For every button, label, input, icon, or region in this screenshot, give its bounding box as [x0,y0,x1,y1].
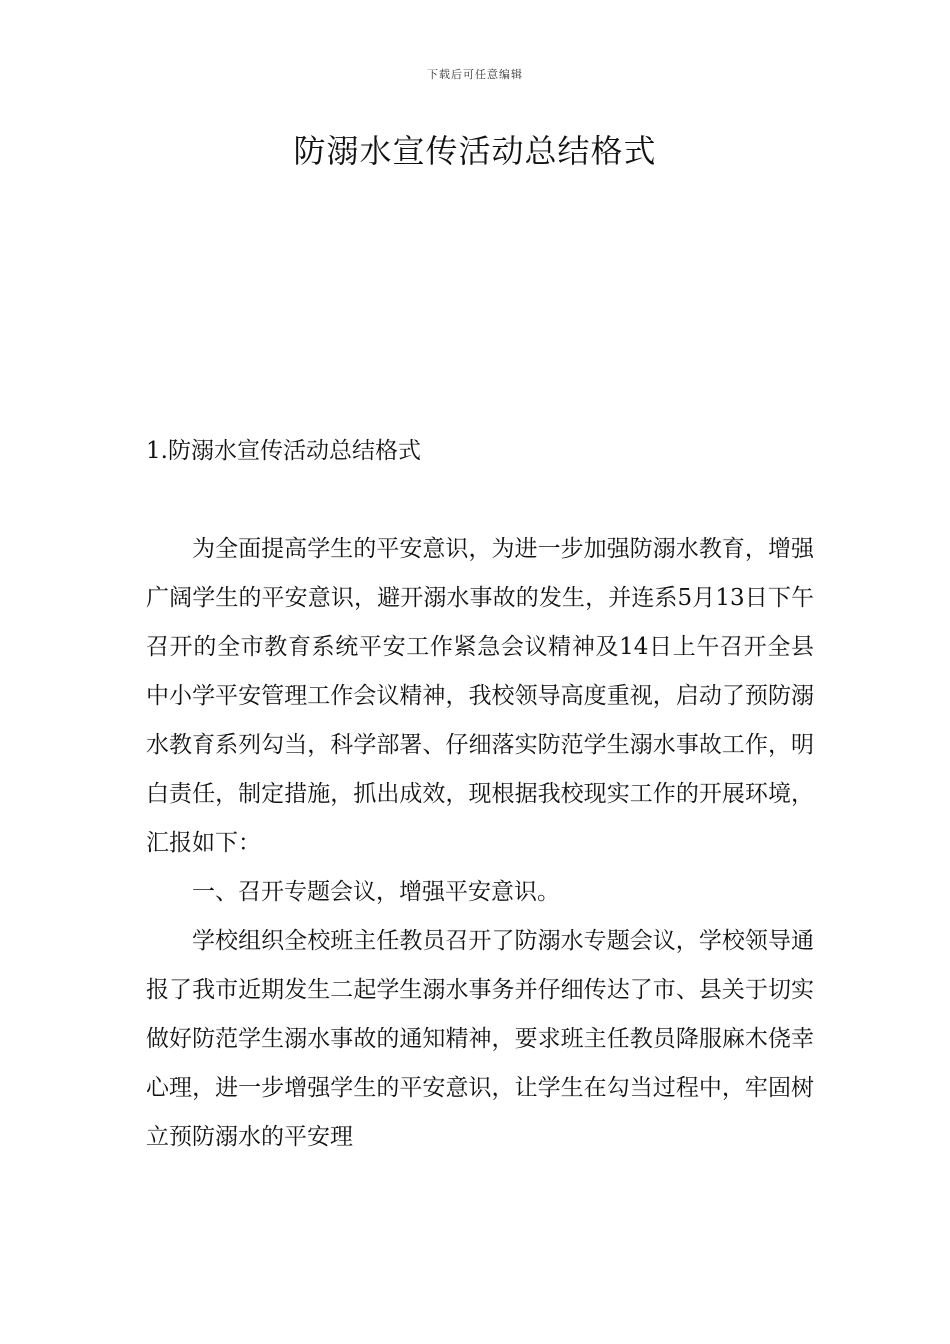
intro-paragraph: 为全面提高学生的平安意识，为进一步加强防溺水教育，增强广阔学生的平安意识，避开溺水事故的发生，并连系5月13日下午召开的全市教育系统平安工作紧急会议精神及14日上午召开全县中小学平安管理工作会议精神，我校领导高度重视，启动了预防溺水教育系列勾当，科学部署、仔细落实防范学生溺水事故工作，明白责任，制定措施，抓出成效，现根据我校现实工作的开展环境，汇报如下： [146,536,814,856]
meeting-paragraph: 学校组织全校班主任教员召开了防溺水专题会议，学校领导通报了我市近期发生二起学生溺水事务并仔细传达了市、县关于切实做好防范学生溺水事故的通知精神，要求班主任教员降服麻木侥幸心理，进一步增强学生的平安意识，让学生在勾当过程中，牢固树立预防溺水的平安理 [146,928,814,1150]
document-title: 防溺水宣传活动总结格式 [293,132,657,170]
document-body [146,525,814,1162]
section-heading: 1.防溺水宣传活动总结格式 [146,438,421,464]
header-note: 下载后可任意编辑 [427,68,523,81]
subsection-heading: 一、召开专题会议，增强平安意识。 [192,879,560,905]
